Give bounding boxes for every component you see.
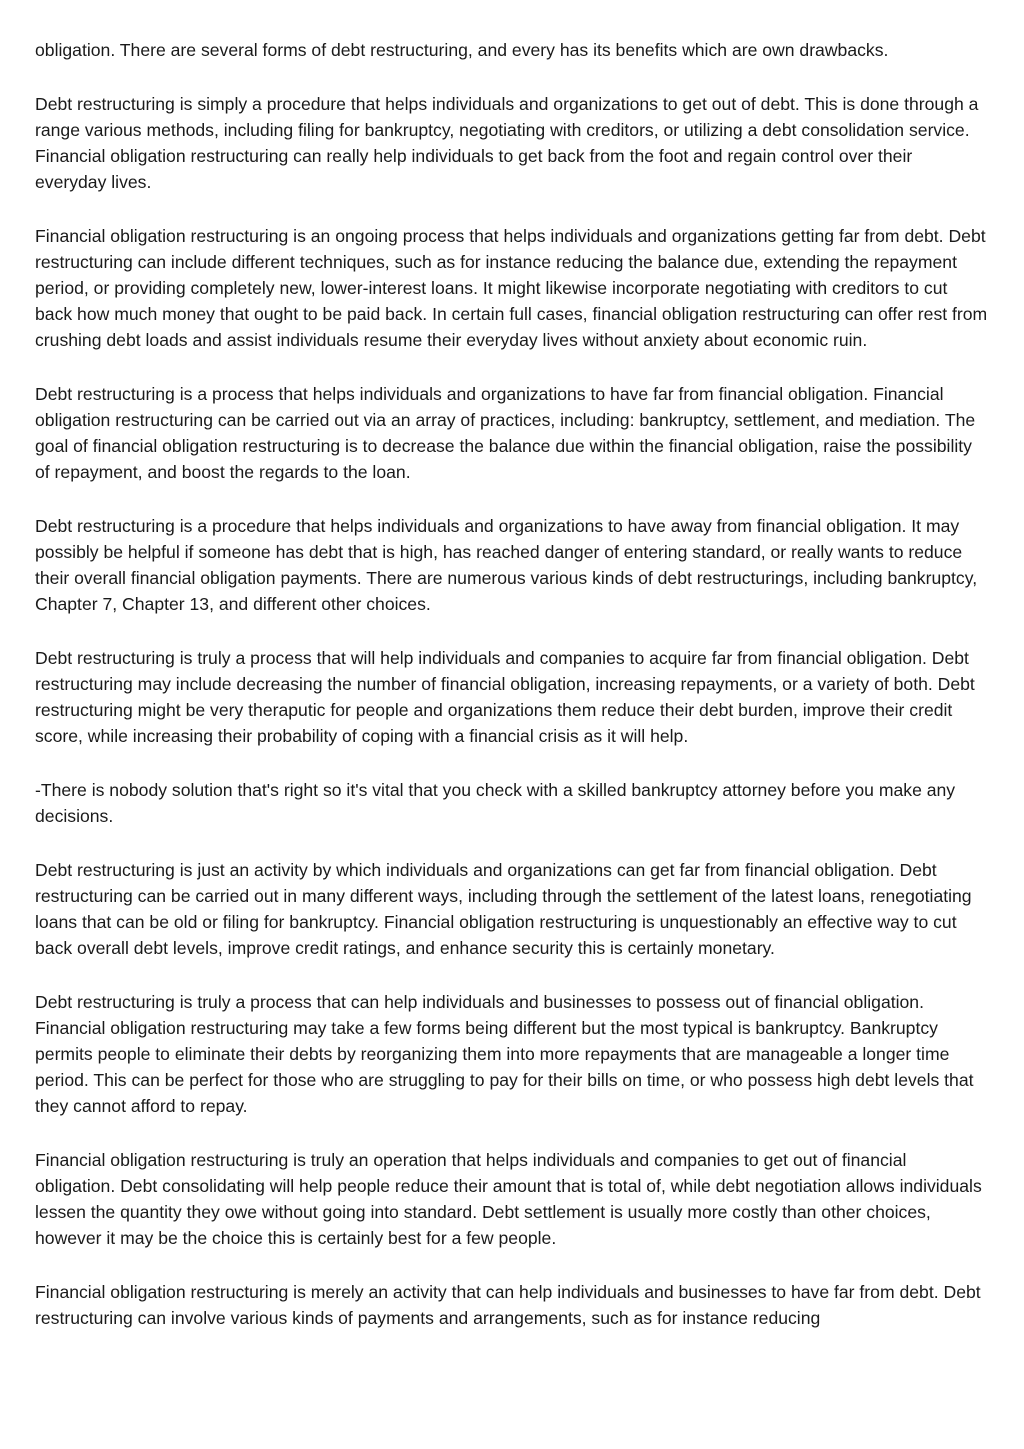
paragraph-4: Debt restructuring is a process that helps individuals and organizations to have far from financial obligation. Financial obligation restructuring can be carried out via an array of practices, including: bankruptcy, settlement, and mediation. The goal of financial obligation restructuring is to decrease the balance due within the financial obligation, raise the possibility of repayment, and boost the regards to the loan. [35, 384, 976, 482]
paragraph-8: Debt restructuring is just an activity by which individuals and organizations can get far from financial obligation. Debt restructuring can be carried out in many different ways, including through the settlement of the latest loans, renegotiating loans that can be old or filing for bankruptcy. Financial obligation restructuring is unquestionably an effective way to cut back overall debt levels, improve credit ratings, and enhance security this is certainly monetary. [35, 860, 972, 958]
paragraph-10: Financial obligation restructuring is truly an operation that helps individuals and companies to get out of financial obligation. Debt consolidating will help people reduce their amount that is total of, while debt negotiation allows individuals lessen the quantity they owe without going into standard. Debt settlement is usually more costly than other choices, however it may be the choice this is certainly best for a few people. [35, 1150, 982, 1248]
paragraph-1: obligation. There are several forms of debt restructuring, and every has its benefits which are own drawbacks. [35, 40, 889, 60]
paragraph-11: Financial obligation restructuring is merely an activity that can help individuals and businesses to have far from debt. Debt restructuring can involve various kinds of payments and arrangements, such as for instance reducing [35, 1282, 981, 1328]
paragraph-2: Debt restructuring is simply a procedure that helps individuals and organizations to get out of debt. This is done through a range various methods, including filing for bankruptcy, negotiating with creditors, or utilizing a debt consolidation service. Financial obligation restructuring can really help individuals to get back from the foot and regain control over their everyday lives. [35, 94, 979, 192]
paragraph-5: Debt restructuring is a procedure that helps individuals and organizations to have away from financial obligation. It may possibly be helpful if someone has debt that is high, has reached danger of entering standard, or really wants to reduce their overall financial obligation payments. There are numerous various kinds of debt restructurings, including bankruptcy, Chapter 7, Chapter 13, and different other choices. [35, 516, 978, 614]
paragraph-7: -There is nobody solution that's right so it's vital that you check with a skilled bankruptcy attorney before you make any decisions. [35, 780, 956, 826]
paragraph-9: Debt restructuring is truly a process that can help individuals and businesses to possess out of financial obligation. Financial obligation restructuring may take a few forms being different but the most typical is bankruptcy. Bankruptcy permits people to eliminate their debts by reorganizing them into more repayments that are manageable a longer time period. This can be perfect for those who are struggling to pay for their bills on time, or who possess high debt levels that they cannot afford to repay. [35, 992, 974, 1116]
paragraph-3: Financial obligation restructuring is an ongoing process that helps individuals and organizations getting far from debt. Debt restructuring can include different techniques, such as for instance reducing the balance due, extending the repayment period, or providing completely new, lower-interest loans. It might likewise incorporate negotiating with creditors to cut back how much money that ought to be paid back. In certain full cases, financial obligation restructuring can offer rest from crushing debt loads and assist individuals resume their everyday lives without anxiety about economic ruin. [35, 226, 988, 350]
paragraph-6: Debt restructuring is truly a process that will help individuals and companies to acquire far from financial obligation. Debt restructuring may include decreasing the number of financial obligation, increasing repayments, or a variety of both. Debt restructuring might be very theraputic for people and organizations them reduce their debt burden, improve their credit score, while increasing their probability of coping with a financial crisis as it will help. [35, 648, 975, 746]
